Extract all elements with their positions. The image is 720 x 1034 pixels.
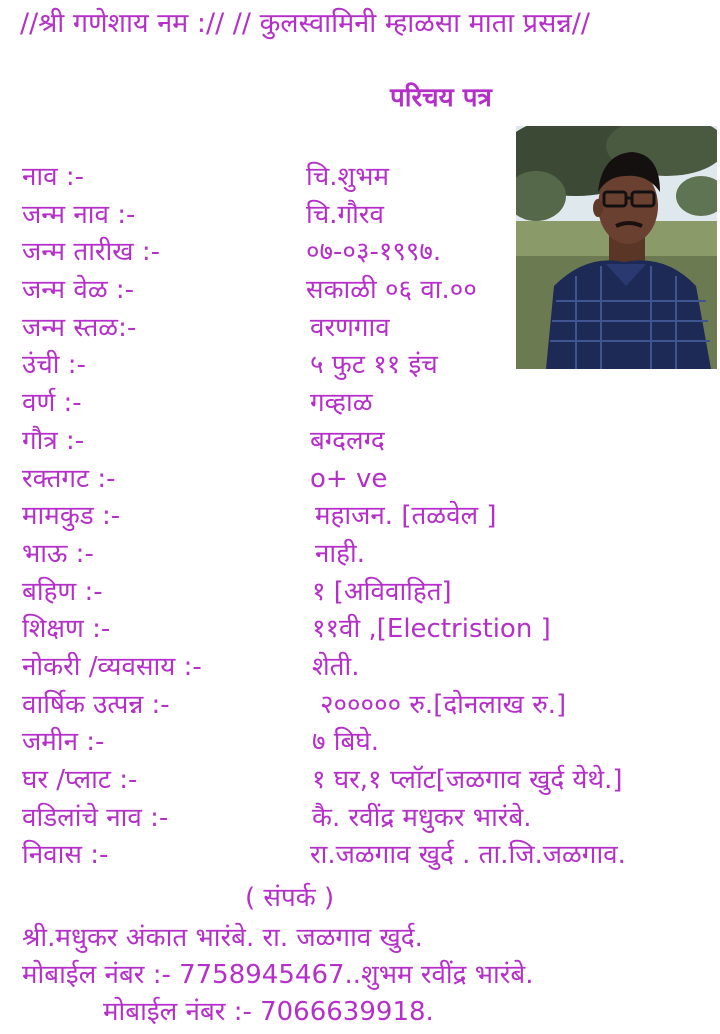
detail-row-house-plot bbox=[22, 762, 712, 800]
contact-heading: ( संपर्क ) bbox=[245, 883, 335, 913]
detail-row-birth-date bbox=[22, 234, 712, 272]
page-title: परिचय पत्र bbox=[390, 83, 492, 113]
detail-value: ७ बिघे. bbox=[312, 727, 379, 758]
detail-label: भाऊ :- bbox=[22, 538, 94, 569]
detail-row-blood-group bbox=[22, 461, 712, 499]
detail-value: ११वी ,[Electristion ] bbox=[312, 614, 551, 645]
detail-value: o+ ve bbox=[310, 463, 388, 494]
detail-row-education bbox=[22, 611, 712, 649]
detail-row-height bbox=[22, 347, 712, 385]
detail-value: चि.शुभम bbox=[306, 162, 390, 192]
detail-row-occupation bbox=[22, 649, 712, 687]
detail-row-birth-place bbox=[22, 310, 712, 348]
detail-value: शेती. bbox=[312, 651, 360, 682]
detail-label: निवास :- bbox=[22, 840, 109, 871]
detail-row-annual-income bbox=[22, 687, 712, 725]
detail-row-sister bbox=[22, 574, 712, 612]
detail-value: ५ फुट ११ इंच bbox=[310, 350, 438, 381]
details-list bbox=[22, 159, 712, 875]
detail-value: सकाळी ०६ वा.०० bbox=[306, 275, 477, 306]
detail-label: जन्म तारीख :- bbox=[22, 237, 160, 268]
contact-grandfather-line: श्री.मधुकर अंकात भारंबे. रा. जळगाव खुर्द. bbox=[22, 923, 423, 953]
detail-label: रक्तगट :- bbox=[22, 463, 116, 494]
detail-label: गौत्र :- bbox=[22, 425, 85, 456]
detail-value: बग्दलग्द bbox=[310, 425, 385, 456]
detail-label: वडिलांचे नाव :- bbox=[22, 802, 169, 833]
detail-label: उंची :- bbox=[22, 350, 86, 381]
detail-row-complexion bbox=[22, 385, 712, 423]
detail-value: कै. रवींद्र मधुकर भारंबे. bbox=[312, 802, 532, 833]
detail-label: नोकरी /व्यवसाय :- bbox=[22, 651, 202, 682]
detail-label: वर्ण :- bbox=[22, 388, 82, 419]
detail-label: जन्म नाव :- bbox=[22, 199, 136, 230]
detail-label: नाव :- bbox=[22, 162, 85, 192]
detail-value: गव्हाळ bbox=[310, 388, 373, 419]
detail-value: नाही. bbox=[315, 538, 365, 569]
detail-label: बहिण :- bbox=[22, 576, 103, 607]
detail-row-residence bbox=[22, 837, 712, 875]
detail-value: २००००० रु.[दोनलाख रु.] bbox=[320, 689, 567, 720]
detail-value: रा.जळगाव खुर्द . ता.जि.जळगाव. bbox=[310, 840, 626, 871]
detail-value: १ घर,१ प्लॉट[जळगाव खुर्द येथे.] bbox=[312, 765, 623, 795]
detail-row-birth-time bbox=[22, 272, 712, 310]
detail-row-name bbox=[22, 159, 712, 197]
detail-value: ०७-०३-१९९७. bbox=[306, 237, 442, 268]
detail-row-maternal-family bbox=[22, 498, 712, 536]
contact-mobile-line-2: मोबाईल नंबर :- 7066639918. bbox=[103, 997, 434, 1027]
detail-row-birth-name bbox=[22, 197, 712, 235]
detail-value: वरणगाव bbox=[310, 312, 390, 343]
detail-label: मामकुड :- bbox=[22, 501, 121, 532]
detail-row-father-name bbox=[22, 800, 712, 838]
detail-row-land bbox=[22, 724, 712, 762]
detail-label: शिक्षण :- bbox=[22, 614, 111, 645]
detail-label: जमीन :- bbox=[22, 727, 105, 758]
detail-value: चि.गौरव bbox=[306, 199, 384, 230]
detail-label: जन्म वेळ :- bbox=[22, 275, 134, 306]
contact-mobile-line-1: मोबाईल नंबर :- 7758945467..शुभम रवींद्र भारंबे. bbox=[22, 960, 534, 990]
detail-label: वार्षिक उत्पन्न :- bbox=[22, 689, 170, 720]
invocation-header: //श्री गणेशाय नम :// // कुलस्वामिनी म्हाळसा माता प्रसन्न// bbox=[20, 8, 590, 39]
detail-label: जन्म स्तळ:- bbox=[22, 312, 137, 343]
detail-value: महाजन. [तळवेल ] bbox=[315, 501, 497, 532]
detail-label: घर /प्लाट :- bbox=[22, 765, 138, 795]
detail-row-gotra bbox=[22, 423, 712, 461]
detail-row-brother bbox=[22, 536, 712, 574]
detail-value: १ [अविवाहित] bbox=[312, 576, 452, 607]
